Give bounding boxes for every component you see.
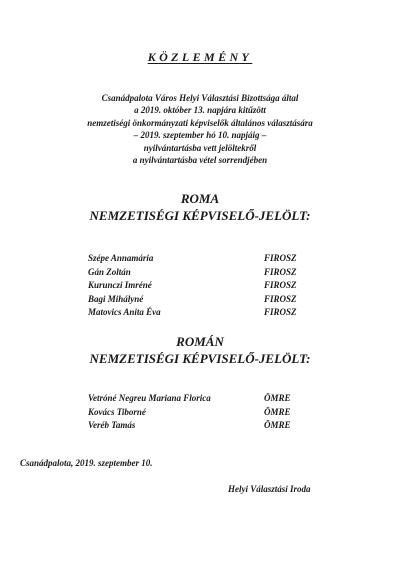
candidate-name: Szépe Annamária [88, 253, 154, 263]
intro-line: a 2019. október 13. napjára kitűzött [134, 105, 266, 116]
candidate-name: Kovács Tiborné [88, 406, 146, 417]
section-heading-roman [0, 333, 400, 367]
section-heading-line: NEMZETISÉGI KÉPVISELŐ-JELÖLT: [89, 351, 311, 366]
intro-line: – 2019. szeptember hó 10. napjáig – [133, 130, 267, 141]
list-item [88, 306, 368, 320]
candidate-organization: ÖMRE [264, 393, 291, 403]
section-heading-roma [0, 190, 400, 224]
candidate-name: Matovics Anita Éva [88, 307, 161, 318]
list-item [88, 293, 368, 307]
candidate-organization: FIROSZ [264, 307, 297, 318]
candidate-list-roman [88, 392, 368, 433]
list-item [88, 392, 368, 406]
candidate-name: Veréb Tamás [88, 420, 136, 431]
section-heading-line: ROMÁN [176, 334, 224, 349]
list-item [88, 419, 368, 433]
issuer-signature: Helyi Választási Iroda [228, 484, 311, 494]
intro-line: a nyilvántartásba vétel sorrendjében [132, 155, 268, 166]
intro-line: nemzetiségi önkormányzati képviselők általános választására [87, 117, 313, 128]
place-and-date: Csanádpalota, 2019. szeptember 10. [20, 458, 153, 468]
list-item [88, 406, 368, 420]
list-item [88, 266, 368, 280]
section-heading-line: NEMZETISÉGI KÉPVISELŐ-JELÖLT: [89, 208, 311, 223]
candidate-organization: FIROSZ [264, 280, 297, 291]
candidate-organization: ÖMRE [264, 406, 291, 417]
candidate-organization: FIROSZ [264, 266, 297, 277]
candidate-name: Bagi Mihályné [88, 293, 144, 304]
list-item [88, 279, 368, 293]
candidate-organization: FIROSZ [264, 253, 297, 263]
intro-line: nyilvántartásba vett jelöltekről [143, 142, 257, 153]
intro-line: Csanádpalota Város Helyi Választási Bizottsága által [101, 93, 299, 103]
candidate-list-roma [88, 252, 368, 320]
list-item [88, 252, 368, 266]
document-title: KÖZLEMÉNY [147, 50, 253, 64]
section-heading-line: ROMA [180, 191, 220, 206]
candidate-organization: ÖMRE [264, 420, 291, 431]
candidate-name: Gán Zoltán [88, 266, 131, 277]
intro-paragraph [40, 92, 360, 166]
candidate-name: Vetróné Negreu Mariana Florica [88, 393, 211, 403]
candidate-organization: FIROSZ [264, 293, 297, 304]
candidate-name: Kurunczi Imréné [88, 280, 152, 291]
